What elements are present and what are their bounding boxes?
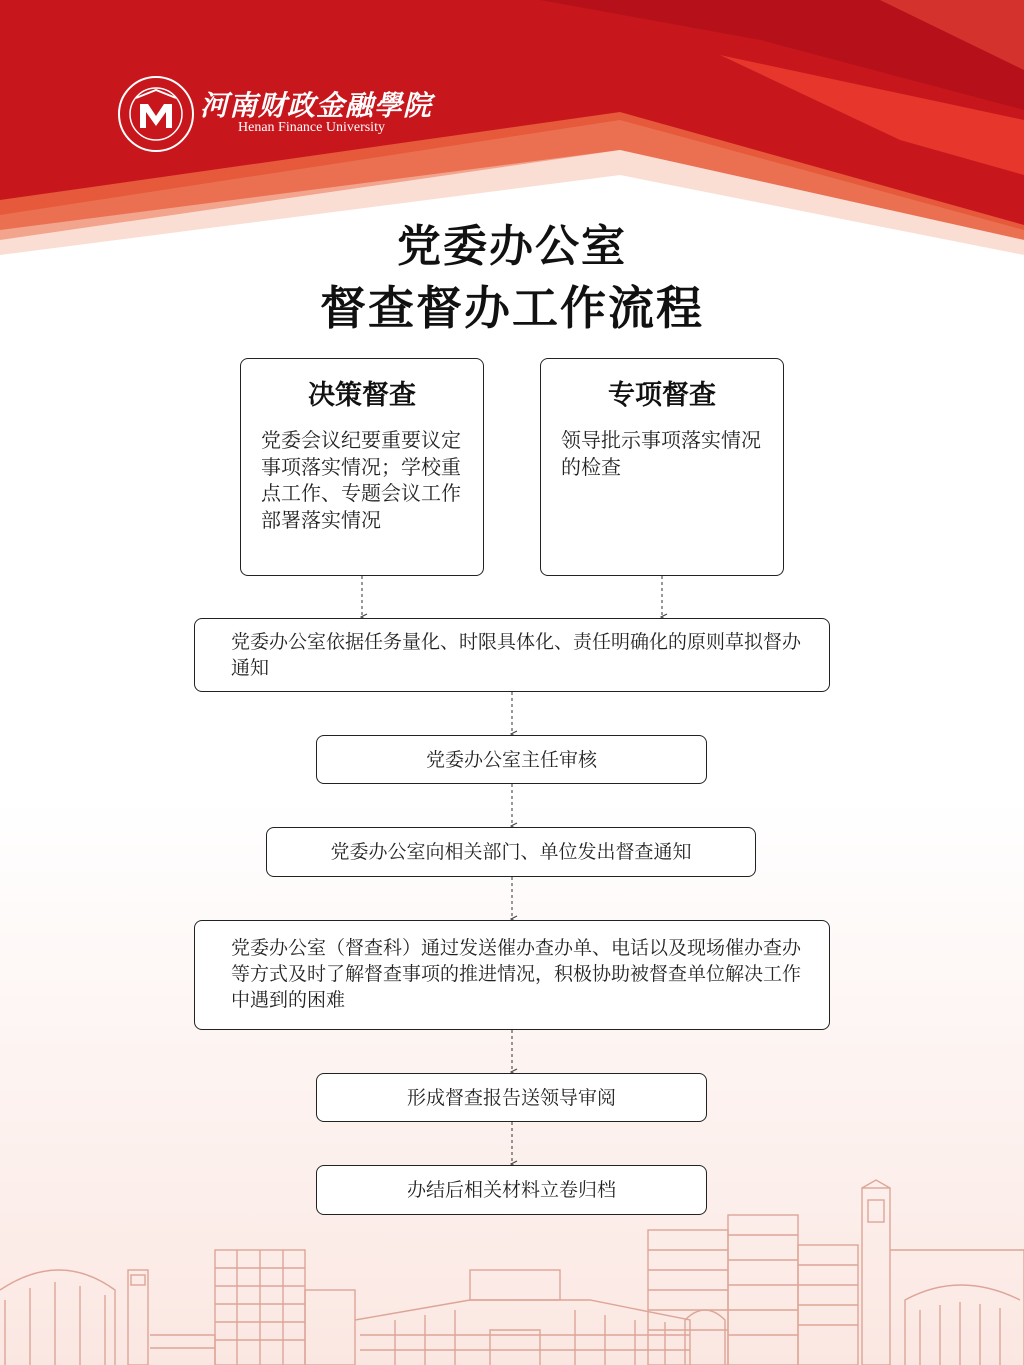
special-supervision-box (540, 358, 784, 576)
step-issue-notice (266, 827, 756, 877)
step-text: 党委办公室主任审核 (425, 748, 597, 771)
university-name-cn: 河南财政金融學院 (200, 89, 433, 122)
step-text: 办结后相关材料立卷归档 (406, 1179, 616, 1201)
decision-supervision-title: 决策督查 (308, 380, 416, 411)
step-text: 形成督查报告送领导审阅 (406, 1086, 616, 1109)
step-text: 党委办公室向相关部门、单位发出督查通知 (330, 841, 692, 863)
special-supervision-desc: 领导批示事项落实情况的检查 (561, 428, 761, 479)
decision-supervision-box (240, 358, 484, 576)
step-text: 党委办公室（督查科）通过发送催办查办单、电话以及现场催办查办等方式及时了解督查事项的推进情况，积极协助被督查单位解决工作中遇到的困难 (231, 937, 802, 1011)
special-supervision-title: 专项督查 (608, 380, 716, 411)
step-director-review (316, 735, 707, 784)
university-name-en: Henan Finance University (238, 120, 385, 135)
step-draft-notice (194, 618, 830, 692)
decision-supervision-desc: 党委会议纪要重要议定事项落实情况；学校重点工作、专题会议工作部署落实情况 (261, 428, 461, 532)
university-seal-logo (116, 74, 196, 154)
step-report (316, 1073, 707, 1122)
page-subtitle: 督查督办工作流程 (320, 281, 704, 335)
step-follow-up (194, 920, 830, 1030)
page-title: 党委办公室 (397, 221, 627, 272)
step-text: 党委办公室依据任务量化、时限具体化、责任明确化的原则草拟督办通知 (231, 631, 802, 679)
step-archive (316, 1165, 707, 1215)
